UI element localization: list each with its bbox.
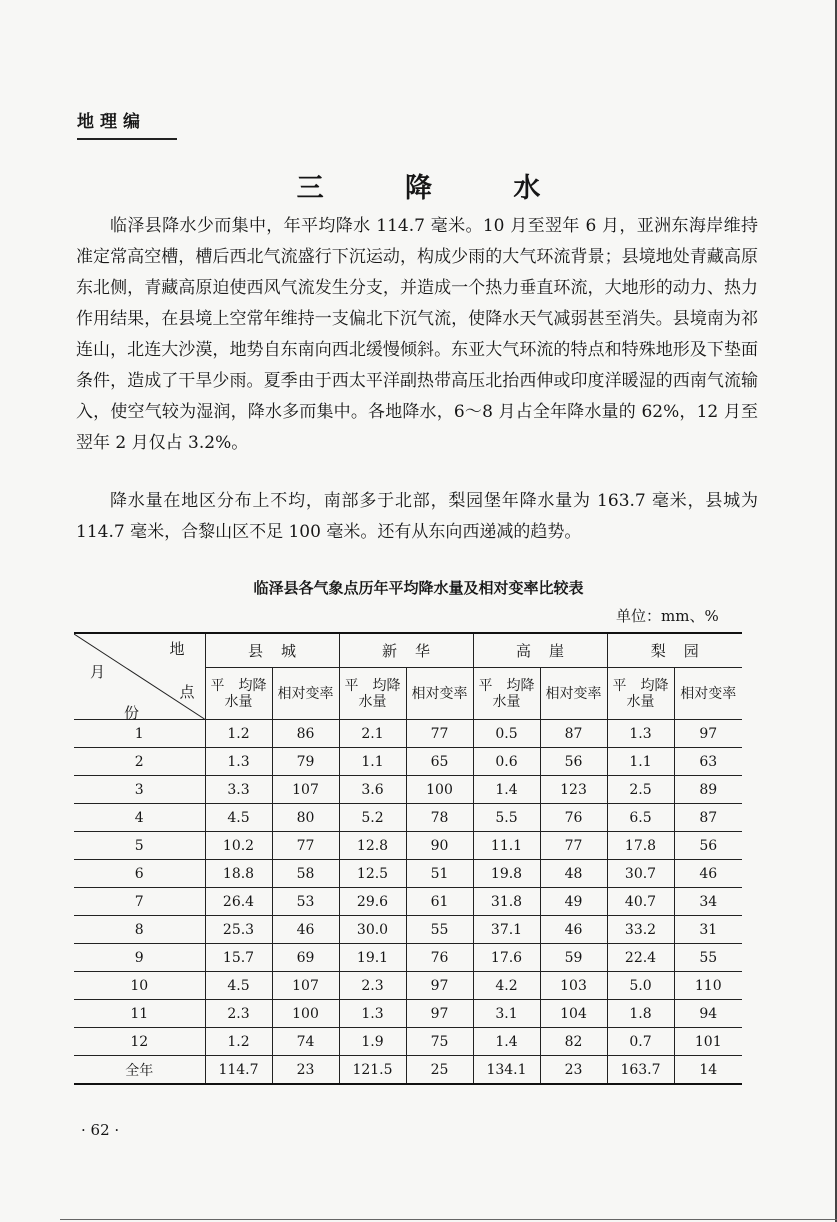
rel-variability-cell: 56 — [674, 832, 742, 860]
station-header-xinhua: 新华 — [339, 633, 473, 668]
avg-precip-cell: 0.7 — [607, 1028, 674, 1056]
avg-precip-cell: 15.7 — [205, 944, 272, 972]
avg-precip-cell: 6.5 — [607, 804, 674, 832]
avg-precip-cell: 0.5 — [473, 720, 540, 748]
table-title: 临泽县各气象点历年平均降水量及相对变率比较表 — [253, 579, 584, 597]
rel-variability-cell: 76 — [540, 804, 607, 832]
paragraph-1: 临泽县降水少而集中，年平均降水 114.7 毫米。10 月至翌年 6 月，亚洲东海岸维持准定常高空槽，槽后西北气流盛行下沉运动，构成少雨的大气环流背景；县境地处青藏高原东北侧，青藏高原迫使西风气流发生分支，并造成一个热力垂直环流，大地形的动力、热力作用结果，在县境上空常年维持一支偏北下沉气流，使降水天气减弱甚至消失。县境南为祁连山，北连大沙漠，地势自东南向西北缓慢倾斜。东亚大气环流的特点和特殊地形及下垫面条件，造成了干旱少雨。夏季由于西太平洋副热带高压北抬西伸或印度洋暖湿的西南气流输入，使空气较为湿润，降水多而集中。各地降水，6～8 月占全年降水量的 62%，12 月至翌年 2 月仅占 3.2%。 — [76, 216, 758, 453]
avg-precip-cell: 31.8 — [473, 888, 540, 916]
avg-precip-cell: 2.3 — [339, 972, 406, 1000]
rel-variability-cell: 46 — [674, 860, 742, 888]
avg-precip-cell: 3.1 — [473, 1000, 540, 1028]
rel-variability-cell: 82 — [540, 1028, 607, 1056]
rel-variability-cell: 56 — [540, 748, 607, 776]
month-cell: 2 — [74, 748, 205, 776]
rel-variability-cell: 110 — [674, 972, 742, 1000]
corner-label-fen: 份 — [124, 704, 140, 722]
corner-header — [74, 633, 205, 720]
station-header-liyuan: 梨园 — [607, 633, 742, 668]
table-row — [74, 944, 742, 972]
corner-label-di: 地 — [169, 640, 185, 658]
rel-variability-cell: 51 — [406, 860, 473, 888]
rel-variability-cell: 123 — [540, 776, 607, 804]
rel-variability-cell: 55 — [674, 944, 742, 972]
rel-variability-cell: 46 — [272, 916, 339, 944]
avg-precip-cell: 11.1 — [473, 832, 540, 860]
rel-variability-cell: 103 — [540, 972, 607, 1000]
page-number: · 62 · — [81, 1121, 120, 1139]
avg-precip-cell: 37.1 — [473, 916, 540, 944]
sub-header-avg: 平 均降水量 — [607, 668, 674, 720]
rel-variability-cell: 63 — [674, 748, 742, 776]
table-row — [74, 916, 742, 944]
avg-precip-cell: 29.6 — [339, 888, 406, 916]
avg-precip-cell: 2.3 — [205, 1000, 272, 1028]
corner-label-yue: 月 — [90, 663, 106, 681]
section-title: 三 降 水 — [296, 173, 577, 204]
table-row — [74, 1000, 742, 1028]
table-body — [74, 720, 742, 1085]
rel-variability-cell: 86 — [272, 720, 339, 748]
table-row — [74, 1056, 742, 1085]
avg-precip-cell: 4.5 — [205, 804, 272, 832]
rel-variability-cell: 100 — [272, 1000, 339, 1028]
avg-precip-cell: 26.4 — [205, 888, 272, 916]
table-row — [74, 748, 742, 776]
avg-precip-cell: 2.1 — [339, 720, 406, 748]
sub-header-rel: 相对变率 — [272, 668, 339, 720]
avg-precip-cell: 3.6 — [339, 776, 406, 804]
rel-variability-cell: 31 — [674, 916, 742, 944]
avg-precip-cell: 4.5 — [205, 972, 272, 1000]
month-cell: 7 — [74, 888, 205, 916]
avg-precip-cell: 1.2 — [205, 720, 272, 748]
avg-precip-cell: 18.8 — [205, 860, 272, 888]
rel-variability-cell: 49 — [540, 888, 607, 916]
sub-header-rel: 相对变率 — [540, 668, 607, 720]
avg-precip-cell: 19.1 — [339, 944, 406, 972]
table-row — [74, 804, 742, 832]
corner-label-dian: 点 — [179, 683, 195, 701]
rel-variability-cell: 94 — [674, 1000, 742, 1028]
rel-variability-cell: 89 — [674, 776, 742, 804]
scan-bottom-edge — [60, 1219, 837, 1220]
avg-precip-cell: 1.9 — [339, 1028, 406, 1056]
rel-variability-cell: 79 — [272, 748, 339, 776]
rel-variability-cell: 78 — [406, 804, 473, 832]
month-cell: 10 — [74, 972, 205, 1000]
rel-variability-cell: 59 — [540, 944, 607, 972]
rel-variability-cell: 90 — [406, 832, 473, 860]
precipitation-table — [74, 632, 742, 1085]
avg-precip-cell: 30.7 — [607, 860, 674, 888]
rel-variability-cell: 14 — [674, 1056, 742, 1085]
sub-header-avg: 平 均降水量 — [473, 668, 540, 720]
table-row — [74, 860, 742, 888]
avg-precip-cell: 2.5 — [607, 776, 674, 804]
rel-variability-cell: 80 — [272, 804, 339, 832]
table-row — [74, 1028, 742, 1056]
avg-precip-cell: 5.5 — [473, 804, 540, 832]
rel-variability-cell: 107 — [272, 776, 339, 804]
rel-variability-cell: 77 — [540, 832, 607, 860]
rel-variability-cell: 53 — [272, 888, 339, 916]
avg-precip-cell: 5.2 — [339, 804, 406, 832]
month-cell: 5 — [74, 832, 205, 860]
table-row — [74, 972, 742, 1000]
rel-variability-cell: 77 — [272, 832, 339, 860]
month-cell: 8 — [74, 916, 205, 944]
rel-variability-cell: 97 — [406, 1000, 473, 1028]
rel-variability-cell: 61 — [406, 888, 473, 916]
avg-precip-cell: 1.3 — [205, 748, 272, 776]
avg-precip-cell: 1.4 — [473, 1028, 540, 1056]
avg-precip-cell: 1.4 — [473, 776, 540, 804]
rel-variability-cell: 69 — [272, 944, 339, 972]
rel-variability-cell: 76 — [406, 944, 473, 972]
rel-variability-cell: 100 — [406, 776, 473, 804]
month-cell: 11 — [74, 1000, 205, 1028]
sub-header-avg: 平 均降水量 — [205, 668, 272, 720]
month-cell: 4 — [74, 804, 205, 832]
avg-precip-cell: 25.3 — [205, 916, 272, 944]
avg-precip-cell: 12.8 — [339, 832, 406, 860]
avg-precip-cell: 17.6 — [473, 944, 540, 972]
rel-variability-cell: 101 — [674, 1028, 742, 1056]
avg-precip-cell: 121.5 — [339, 1056, 406, 1085]
table-row — [74, 776, 742, 804]
paragraph-2: 降水量在地区分布上不均，南部多于北部，梨园堡年降水量为 163.7 毫米，县城为 114.7 毫米，合黎山区不足 100 毫米。还有从东向西递减的趋势。 — [76, 491, 758, 542]
rel-variability-cell: 55 — [406, 916, 473, 944]
avg-precip-cell: 22.4 — [607, 944, 674, 972]
rel-variability-cell: 87 — [674, 804, 742, 832]
avg-precip-cell: 19.8 — [473, 860, 540, 888]
rel-variability-cell: 74 — [272, 1028, 339, 1056]
avg-precip-cell: 3.3 — [205, 776, 272, 804]
rel-variability-cell: 97 — [406, 972, 473, 1000]
avg-precip-cell: 134.1 — [473, 1056, 540, 1085]
month-cell: 1 — [74, 720, 205, 748]
table-row — [74, 888, 742, 916]
table-row — [74, 720, 742, 748]
rel-variability-cell: 58 — [272, 860, 339, 888]
sub-header-rel: 相对变率 — [406, 668, 473, 720]
avg-precip-cell: 1.3 — [607, 720, 674, 748]
rel-variability-cell: 65 — [406, 748, 473, 776]
table-row — [74, 832, 742, 860]
avg-precip-cell: 163.7 — [607, 1056, 674, 1085]
month-cell: 3 — [74, 776, 205, 804]
station-header-xiancheng: 县城 — [205, 633, 339, 668]
avg-precip-cell: 1.1 — [339, 748, 406, 776]
rel-variability-cell: 107 — [272, 972, 339, 1000]
rel-variability-cell: 23 — [540, 1056, 607, 1085]
rel-variability-cell: 87 — [540, 720, 607, 748]
rel-variability-cell: 77 — [406, 720, 473, 748]
month-cell: 9 — [74, 944, 205, 972]
sub-header-avg: 平 均降水量 — [339, 668, 406, 720]
rel-variability-cell: 25 — [406, 1056, 473, 1085]
table-unit: 单位：mm、% — [616, 607, 719, 625]
rel-variability-cell: 104 — [540, 1000, 607, 1028]
month-cell: 全年 — [74, 1056, 205, 1085]
month-cell: 12 — [74, 1028, 205, 1056]
avg-precip-cell: 1.3 — [339, 1000, 406, 1028]
rel-variability-cell: 97 — [674, 720, 742, 748]
rel-variability-cell: 46 — [540, 916, 607, 944]
sub-header-rel: 相对变率 — [674, 668, 742, 720]
avg-precip-cell: 1.8 — [607, 1000, 674, 1028]
avg-precip-cell: 40.7 — [607, 888, 674, 916]
avg-precip-cell: 17.8 — [607, 832, 674, 860]
avg-precip-cell: 1.2 — [205, 1028, 272, 1056]
rel-variability-cell: 34 — [674, 888, 742, 916]
avg-precip-cell: 114.7 — [205, 1056, 272, 1085]
avg-precip-cell: 5.0 — [607, 972, 674, 1000]
avg-precip-cell: 4.2 — [473, 972, 540, 1000]
station-header-gaoya: 高崖 — [473, 633, 607, 668]
avg-precip-cell: 1.1 — [607, 748, 674, 776]
avg-precip-cell: 30.0 — [339, 916, 406, 944]
avg-precip-cell: 10.2 — [205, 832, 272, 860]
rel-variability-cell: 48 — [540, 860, 607, 888]
avg-precip-cell: 12.5 — [339, 860, 406, 888]
avg-precip-cell: 33.2 — [607, 916, 674, 944]
rel-variability-cell: 75 — [406, 1028, 473, 1056]
running-header: 地理编 — [77, 107, 177, 140]
month-cell: 6 — [74, 860, 205, 888]
avg-precip-cell: 0.6 — [473, 748, 540, 776]
rel-variability-cell: 23 — [272, 1056, 339, 1085]
